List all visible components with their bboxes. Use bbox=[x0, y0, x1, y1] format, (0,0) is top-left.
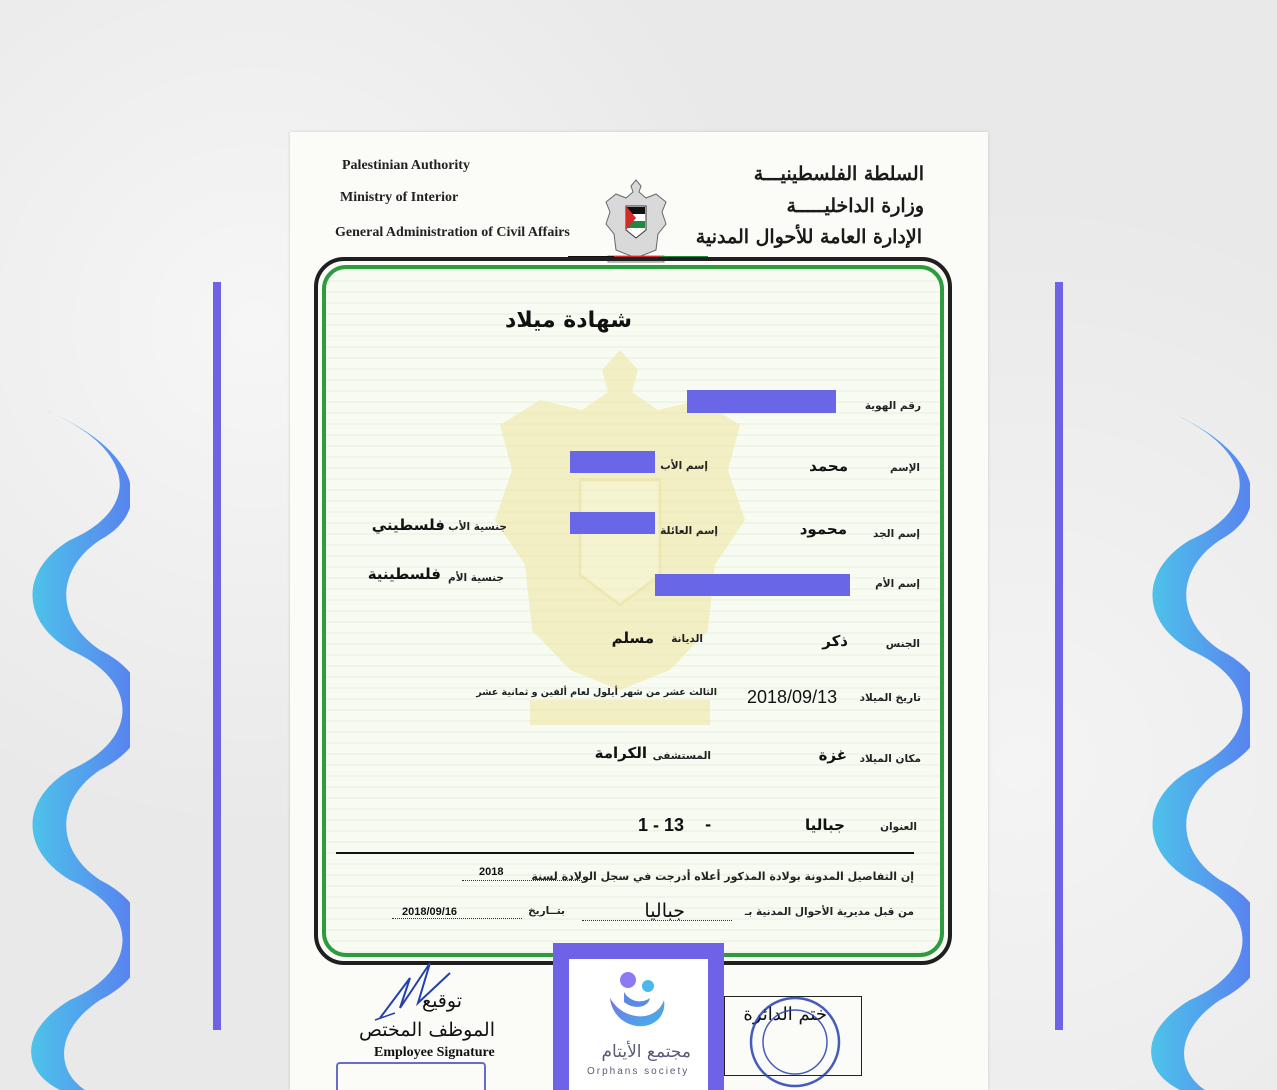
address-number: 1 - 13 bbox=[638, 815, 685, 835]
father-nationality-label: جنسية الأب bbox=[448, 521, 507, 533]
family-name-redaction bbox=[570, 512, 655, 534]
issue-date-value: 2018/09/16 bbox=[402, 906, 458, 918]
dob-label: تاريخ الميلاد bbox=[859, 692, 921, 704]
orphans-society-logo-icon bbox=[604, 968, 670, 1034]
registration-year: 2018 bbox=[479, 866, 504, 878]
family-name-label: إسم العائلة bbox=[660, 525, 718, 537]
religion-label: الديانة bbox=[671, 633, 703, 645]
gender-label: الجنس bbox=[885, 638, 920, 650]
left-accent-bar bbox=[213, 282, 221, 1030]
place-of-birth-label: مكان الميلاد bbox=[859, 753, 921, 765]
office-stamp-label: ختم الدائرة bbox=[743, 1004, 827, 1025]
name-label: الإسم bbox=[890, 462, 920, 474]
registration-statement: إن التفاصيل المدونة بولادة المذكور أعلاه أدرجت في سجل الولادة لسنة bbox=[531, 870, 914, 883]
address-dash: - bbox=[705, 816, 712, 834]
grandfather-name-value: محمود bbox=[799, 520, 847, 538]
address-label: العنوان bbox=[880, 821, 917, 833]
header-en-ministry: Ministry of Interior bbox=[340, 190, 459, 205]
employee-ar-label: الموظف المختص bbox=[358, 1019, 495, 1041]
header-en-authority: Palestinian Authority bbox=[342, 158, 470, 173]
left-wave-decoration bbox=[30, 410, 130, 1090]
employee-signature-en-label: Employee Signature bbox=[374, 1045, 495, 1060]
issue-date-label: بتــاريخ bbox=[528, 905, 565, 917]
certificate-title: شهادة ميلاد bbox=[505, 308, 632, 333]
blue-ministry-stamp bbox=[336, 1062, 486, 1090]
issuing-office: جباليا bbox=[644, 900, 685, 922]
name-value: محمد bbox=[809, 457, 848, 475]
logo-english-text: Orphans society bbox=[587, 1066, 690, 1077]
footer-divider bbox=[336, 852, 914, 854]
year-dotted-line bbox=[462, 880, 582, 881]
header-ar-ministry: وزارة الداخليـــــة bbox=[786, 195, 924, 217]
right-accent-bar bbox=[1055, 282, 1063, 1030]
signature-ar-label: توقيع bbox=[421, 990, 462, 1012]
father-name-label: إسم الأب bbox=[660, 460, 708, 472]
dob-value: 2018/09/13 bbox=[747, 687, 838, 707]
office-dotted-line bbox=[582, 920, 732, 921]
address-city: جباليا bbox=[805, 816, 845, 834]
right-wave-decoration bbox=[1150, 410, 1250, 1090]
grandfather-name-label: إسم الجد bbox=[873, 528, 920, 540]
gender-value: ذكر bbox=[822, 632, 848, 650]
mother-name-redaction bbox=[655, 574, 850, 596]
religion-value: مسلم bbox=[611, 629, 654, 647]
mother-nationality-label: جنسية الأم bbox=[448, 572, 504, 584]
issued-by-label: من قبل مديرية الأحوال المدنية بـ bbox=[744, 906, 914, 918]
date-dotted-line bbox=[392, 918, 522, 919]
round-seal-icon bbox=[740, 990, 850, 1090]
logo-arabic-text: مجتمع الأيتام bbox=[601, 1042, 691, 1062]
id-number-label: رقم الهوية bbox=[864, 400, 921, 412]
palestine-eagle-emblem bbox=[598, 172, 674, 264]
header-en-administration: General Administration of Civil Affairs bbox=[335, 225, 570, 240]
header-ar-authority: السلطة الفلسطينيـــة bbox=[753, 163, 924, 185]
father-nationality-value: فلسطيني bbox=[371, 516, 445, 534]
dob-words: الثالث عشر من شهر أيلول لعام ألفين و ثمانية عشر bbox=[476, 687, 717, 698]
mother-name-label: إسم الأم bbox=[875, 578, 920, 590]
id-number-redaction bbox=[687, 390, 836, 413]
hospital-label: المستشفى bbox=[652, 750, 711, 762]
mother-nationality-value: فلسطينية bbox=[367, 565, 441, 583]
header-ar-administration: الإدارة العامة للأحوال المدنية bbox=[695, 226, 922, 248]
place-of-birth-value: غزة bbox=[818, 746, 847, 764]
hospital-value: الكرامة bbox=[594, 744, 647, 762]
father-name-redaction bbox=[570, 451, 655, 473]
